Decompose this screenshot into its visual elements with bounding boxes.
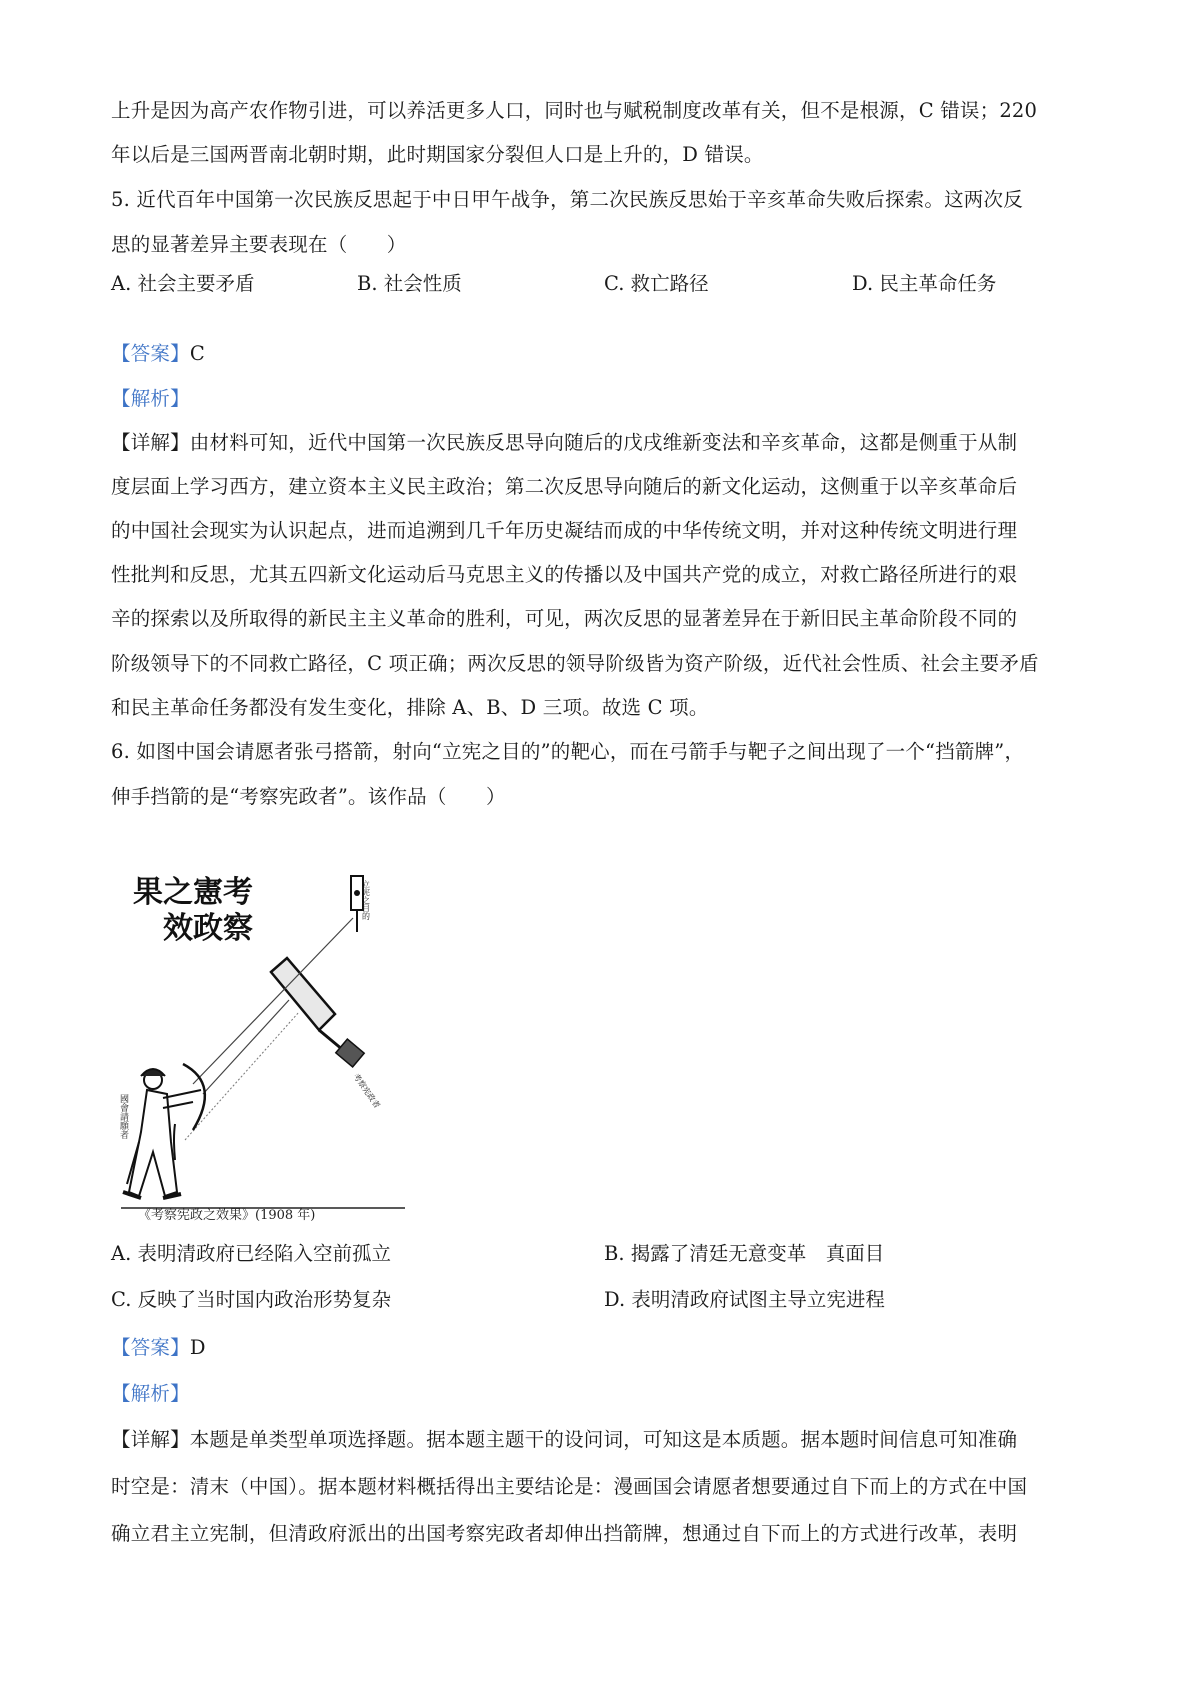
q6-detail-line-1: 【详解】本题是单类型单项选择题。据本题主题干的设问词，可知这是本质题。据本题时间信息可知准确 <box>111 1428 1018 1451</box>
q5-option-a: A. 社会主要矛盾 <box>111 272 255 295</box>
q5-answer-value: C <box>189 342 205 365</box>
q6-option-a: A. 表明清政府已经陷入空前孤立 <box>111 1242 391 1265</box>
q6-stem-line-1: 6. 如图中国会请愿者张弓搭箭，射向“立宪之目的”的靶心，而在弓箭手与靶子之间出现了一个“挡箭牌”， <box>111 740 1025 763</box>
q5-option-d: D. 民主革命任务 <box>852 272 997 295</box>
q5-detail-line-4: 性批判和反思，尤其五四新文化运动后马克思主义的传播以及中国共产党的成立，对救亡路径所进行的艰 <box>111 563 1018 586</box>
q5-detail-line-5: 辛的探索以及所取得的新民主主义革命的胜利，可见，两次反思的显著差异在于新旧民主革命阶段不同的 <box>111 607 1018 630</box>
q6-answer <box>111 1334 206 1362</box>
cartoon-figure <box>113 862 413 1214</box>
q5-option-b: B. 社会性质 <box>357 272 462 295</box>
q5-detail-line-7: 和民主革命任务都没有发生变化，排除 A、B、D 三项。故选 C 项。 <box>111 696 709 719</box>
q6-detail-line-2: 时空是：清末（中国）。据本题材料概括得出主要结论是：漫画国会请愿者想要通过自下而上的方式在中国 <box>111 1475 1028 1498</box>
q6-analysis-tag: 【解析】 <box>111 1382 190 1405</box>
svg-text:立宪之目的: 立宪之目的 <box>361 880 371 920</box>
q5-detail-line-6: 阶级领导下的不同救亡路径，C 项正确；两次反思的领导阶级皆为资产阶级，近代社会性质、社会主要矛盾 <box>111 652 1039 675</box>
carryover-line-1: 上升是因为高产农作物引进，可以养活更多人口，同时也与赋税制度改革有关，但不是根源，C 错误；220 <box>111 99 1038 122</box>
q5-analysis-tag: 【解析】 <box>111 387 190 410</box>
svg-text:考察宪政者: 考察宪政者 <box>351 1071 382 1110</box>
q6-detail-line-3: 确立君主立宪制，但清政府派出的出国考察宪政者却伸出挡箭牌，想通过自下而上的方式进行改革，表明 <box>111 1522 1018 1545</box>
q6-option-d: D. 表明清政府试图主导立宪进程 <box>604 1288 885 1311</box>
figure-caption: 《考察宪政之效果》(1908 年) <box>138 1208 316 1223</box>
q5-stem-line-2: 思的显著差异主要表现在（ ） <box>111 233 407 256</box>
q5-detail-line-1: 【详解】由材料可知，近代中国第一次民族反思导向随后的戊戌维新变法和辛亥革命，这都是侧重于从制 <box>111 431 1018 454</box>
q6-answer-value: D <box>189 1336 206 1359</box>
q5-stem-line-1: 5. 近代百年中国第一次民族反思起于中日甲午战争，第二次民族反思始于辛亥革命失败后探索。这两次反 <box>111 188 1023 211</box>
target-sign <box>351 876 371 932</box>
q6-answer-tag: 【答案】 <box>111 1336 190 1359</box>
cartoon-title-line-1: 果之憲考 <box>133 875 253 910</box>
q5-answer-tag: 【答案】 <box>111 342 190 365</box>
archer <box>123 1064 205 1198</box>
cartoon-illustration <box>113 862 413 1214</box>
q5-answer <box>111 340 205 368</box>
cartoon-title-line-2: 效政察 <box>163 911 253 946</box>
arrow-shield <box>271 958 382 1110</box>
archer-label: 國會請願者 <box>118 1094 128 1139</box>
q5-detail-line-3: 的中国社会现实为认识起点，进而追溯到几千年历史凝结而成的中华传统文明，并对这种传统文明进行理 <box>111 519 1018 542</box>
q6-stem-line-2: 伸手挡箭的是“考察宪政者”。该作品（ ） <box>111 785 506 808</box>
q6-option-c: C. 反映了当时国内政治形势复杂 <box>111 1288 392 1311</box>
q5-option-c: C. 救亡路径 <box>604 272 709 295</box>
q5-detail-line-2: 度层面上学习西方，建立资本主义民主政治；第二次反思导向随后的新文化运动，这侧重于以辛亥革命后 <box>111 475 1018 498</box>
q6-option-b: B. 揭露了清廷无意变革 真面目 <box>604 1242 885 1265</box>
carryover-line-2: 年以后是三国两晋南北朝时期，此时期国家分裂但人口是上升的，D 错误。 <box>111 143 764 166</box>
